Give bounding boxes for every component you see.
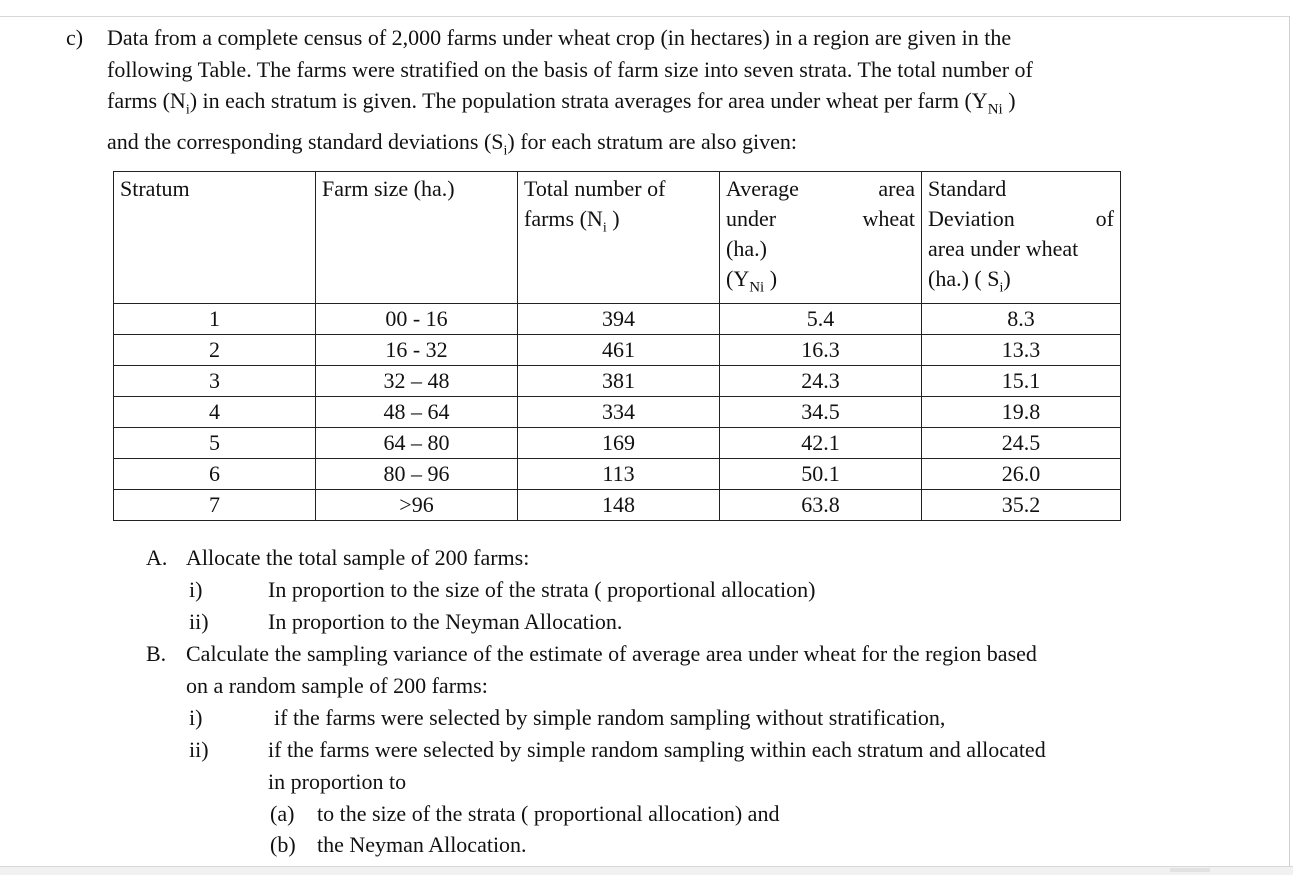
part-b-line-2: on a random sample of 200 farms: [186, 673, 488, 698]
header-line: (ha.) [726, 236, 767, 261]
intro-text: and the corresponding standard deviations (S [107, 128, 504, 154]
intro-line-3 [107, 85, 1146, 126]
table-row [114, 490, 1121, 521]
cell-farm-size: 64 – 80 [316, 428, 518, 459]
header-line: area under wheat [928, 236, 1079, 261]
table-row [114, 459, 1121, 490]
header-text: under [726, 206, 777, 231]
part-b-label: B. [146, 641, 167, 666]
table-header-row [114, 172, 1121, 304]
part-a-i-text: In proportion to the size of the strata ( proportional allocation) [268, 577, 816, 602]
cell-total-farms: 148 [518, 490, 720, 521]
cell-standard-deviation: 24.5 [922, 428, 1121, 459]
cell-farm-size: 00 - 16 [316, 304, 518, 335]
cell-standard-deviation: 19.8 [922, 397, 1121, 428]
cell-farm-size: 16 - 32 [316, 335, 518, 366]
intro-line-2: following Table. The farms were stratified on the basis of farm size into seven strata. The total number of [107, 56, 1033, 82]
intro-text: ) [1002, 88, 1016, 113]
subscript: Ni [987, 101, 1003, 118]
cell-total-farms: 169 [518, 428, 720, 459]
part-b-a-label: (a) [270, 801, 295, 826]
part-b-ii-label: ii) [189, 737, 209, 762]
table-row [114, 304, 1121, 335]
cell-farm-size: 32 – 48 [316, 366, 518, 397]
subscript: i [999, 280, 1004, 296]
cell-standard-deviation: 35.2 [922, 490, 1121, 521]
cell-standard-deviation: 13.3 [922, 335, 1121, 366]
part-b-i-label: i) [189, 705, 203, 730]
subscript: i [185, 102, 190, 118]
part-b-ii-line-2: in proportion to [268, 769, 407, 794]
part-b-ii-line-1: if the farms were selected by simple random sampling within each stratum and allocated [268, 737, 1046, 762]
intro-text: farms (N [107, 88, 186, 113]
intro-line-1: Data from a complete census of 2,000 farms under wheat crop (in hectares) in a region are given in the [107, 25, 1012, 50]
header-line [928, 204, 1114, 234]
part-b-b-text: the Neyman Allocation. [317, 832, 527, 857]
cell-total-farms: 461 [518, 335, 720, 366]
header-stratum: Stratum [114, 172, 316, 304]
part-a-ii-label: ii) [189, 609, 209, 634]
cell-average-area: 42.1 [720, 428, 922, 459]
part-b-a-text: to the size of the strata ( proportional allocation) and [317, 801, 780, 826]
question-label: c) [66, 25, 84, 50]
header-line: Standard [928, 176, 1007, 201]
cell-stratum: 4 [114, 397, 316, 428]
subscript: i [503, 143, 508, 159]
part-a-label: A. [146, 545, 168, 570]
header-line [726, 204, 915, 234]
cell-average-area: 50.1 [720, 459, 922, 490]
cell-farm-size: >96 [316, 490, 518, 521]
cell-average-area: 63.8 [720, 490, 922, 521]
subscript: Ni [749, 279, 765, 296]
cell-standard-deviation: 8.3 [922, 304, 1121, 335]
header-text: (ha.) ( S [928, 266, 1000, 291]
header-text: of [1095, 206, 1114, 231]
header-text: Deviation [928, 206, 1015, 231]
page-top-border [0, 16, 1290, 17]
part-b-b-label: (b) [270, 832, 296, 857]
part-b-line-1: Calculate the sampling variance of the estimate of average area under wheat for the region based [186, 641, 1037, 666]
question-intro [66, 22, 1146, 167]
cell-stratum: 1 [114, 304, 316, 335]
part-a-text: Allocate the total sample of 200 farms: [186, 545, 530, 570]
table-row [114, 397, 1121, 428]
header-text: (Y [726, 266, 750, 291]
cell-standard-deviation: 15.1 [922, 366, 1121, 397]
cell-stratum: 3 [114, 366, 316, 397]
header-average-area [720, 172, 922, 304]
question-text [107, 22, 1146, 167]
header-line [726, 264, 915, 302]
cell-average-area: 16.3 [720, 335, 922, 366]
scrollbar-thumb[interactable] [1170, 868, 1210, 872]
table-row [114, 335, 1121, 366]
cell-farm-size: 48 – 64 [316, 397, 518, 428]
header-line [524, 204, 713, 243]
cell-total-farms: 381 [518, 366, 720, 397]
header-line [726, 174, 915, 204]
cell-stratum: 5 [114, 428, 316, 459]
cell-farm-size: 80 – 96 [316, 459, 518, 490]
header-text: area [878, 176, 915, 201]
part-b-i-text: if the farms were selected by simple random sampling without stratification, [274, 705, 946, 730]
header-text: ) [764, 266, 778, 291]
intro-text: ) for each stratum are also given: [507, 128, 797, 154]
header-farm-size: Farm size (ha.) [316, 172, 518, 304]
cell-stratum: 7 [114, 490, 316, 521]
header-line: Total number of [524, 176, 666, 201]
part-a-i-label: i) [189, 577, 203, 602]
part-a-ii-text: In proportion to the Neyman Allocation. [268, 609, 623, 634]
cell-average-area: 34.5 [720, 397, 922, 428]
header-line [928, 264, 1114, 303]
header-text: Average [726, 176, 799, 201]
header-text: farms (N [524, 206, 603, 231]
table-row [114, 366, 1121, 397]
strata-table [113, 171, 1121, 521]
subscript: i [602, 220, 607, 236]
intro-text: ) in each stratum is given. The population strata averages for area under wheat per farm (Y [189, 88, 988, 113]
cell-average-area: 24.3 [720, 366, 922, 397]
cell-average-area: 5.4 [720, 304, 922, 335]
page-right-border [1289, 16, 1290, 866]
header-total-farms [518, 172, 720, 304]
intro-line-4 [107, 126, 1146, 167]
header-standard-deviation [922, 172, 1121, 304]
header-text: wheat [862, 206, 915, 231]
header-text: ) [606, 206, 620, 231]
header-text: ) [1003, 266, 1011, 291]
cell-total-farms: 394 [518, 304, 720, 335]
cell-stratum: 2 [114, 335, 316, 366]
cell-standard-deviation: 26.0 [922, 459, 1121, 490]
cell-total-farms: 334 [518, 397, 720, 428]
table-row [114, 428, 1121, 459]
cell-stratum: 6 [114, 459, 316, 490]
cell-total-farms: 113 [518, 459, 720, 490]
